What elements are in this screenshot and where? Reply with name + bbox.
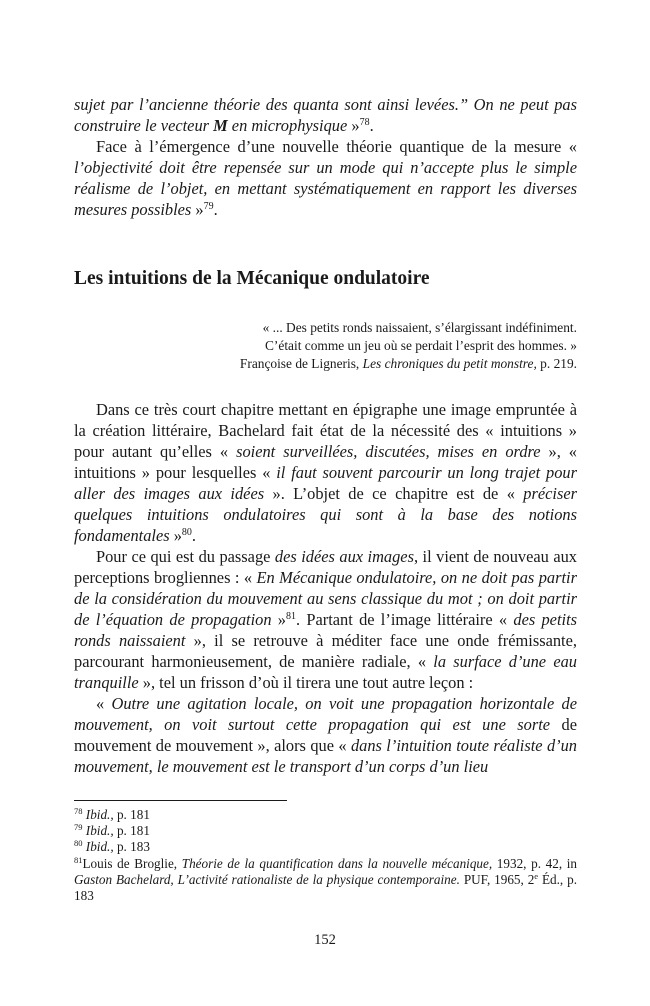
punctuation: . <box>213 200 218 219</box>
quote-text: des petits ronds naissaient <box>74 610 577 650</box>
body-text: Pour ce qui est du passage <box>96 547 275 566</box>
quote-text: il faut souvent parcourir un long trajet pour aller des images aux idées <box>74 463 577 503</box>
paragraph <box>74 94 577 136</box>
page-number: 152 <box>314 932 336 948</box>
footnotes <box>74 807 577 904</box>
footnote-ref: 80 <box>181 527 192 538</box>
quote-text: la surface d’une eau tranquille <box>74 652 577 692</box>
closing-quote: » <box>271 610 287 629</box>
paragraph <box>74 136 577 220</box>
body-text: de mouvement de mouvement », alors que « <box>74 715 577 755</box>
body-text: ». L’objet de ce chapitre est de « <box>264 484 524 503</box>
quote-text: En Mécanique ondulatoire, on ne doit pas partir de la considération du mouvement au sens classique du mot ; on doit partir de l’équation de propagation <box>74 568 577 629</box>
footnote-number: 78 <box>74 806 83 816</box>
footnote-text: p. 181 <box>113 823 150 839</box>
epigraph-citation <box>240 355 577 373</box>
footnote-title: Théorie de la quantification dans la nouvelle mécanique, <box>181 855 493 871</box>
footnote-ibid: Ibid., <box>85 807 114 822</box>
epigraph <box>240 319 577 373</box>
body-text: . Partant de l’image littéraire « <box>296 610 514 629</box>
quote-text: sujet par l’ancienne théorie des quanta sont ainsi levées.” On ne peut pas construire le vecteur <box>74 95 577 135</box>
footnote-ibid: Ibid., <box>85 839 114 855</box>
body-text: », « intuitions » pour lesquelles « <box>74 442 577 482</box>
footnote <box>74 823 577 839</box>
closing-quote: » <box>169 526 182 545</box>
paragraph <box>74 693 577 777</box>
epigraph-author: Françoise de Ligneris, <box>239 356 363 371</box>
footnote-number: 81 <box>74 854 83 865</box>
footnote <box>74 807 577 823</box>
main-text <box>74 399 577 777</box>
closing-quote: » <box>191 200 204 219</box>
footnote-divider <box>74 800 287 801</box>
body-text: Dans ce très court chapitre mettant en épigraphe une image empruntée à la création littéraire, Bachelard fait état de la nécessité des « intuitions » pour autant qu’elles « <box>74 400 577 461</box>
footnote-ref: 79 <box>203 201 214 212</box>
quote-text: dans l’intuition toute réaliste d’un mouvement, le mouvement est le transport d’un corps d’un lieu <box>74 736 577 776</box>
footnote-text: Louis de Broglie, <box>82 855 182 871</box>
footnote-text: p. 181 <box>113 807 150 822</box>
epigraph-work: Les chroniques du petit monstre, <box>362 356 537 371</box>
continued-text <box>74 94 577 220</box>
paragraph <box>74 399 577 546</box>
body-text: », il se retrouve à méditer face une onde frémissante, parcourant harmonieusement, de manière radiale, « <box>74 631 577 671</box>
quote-text: Outre une agitation locale, on voit une propagation horizontale de mouvement, on voit surtout cette propagation qui est une sorte <box>74 694 577 734</box>
footnote-text: Éd., p. 183 <box>74 871 577 904</box>
footnote-text: p. 183 <box>113 839 150 855</box>
body-text: , il vient de nouveau aux perceptions brogliennes : « <box>74 547 577 587</box>
body-text: Face à l’émergence d’une nouvelle théorie quantique de la mesure « <box>96 137 577 156</box>
footnote-title: Gaston Bachelard, L’activité rationaliste de la physique contemporaine. <box>74 871 460 887</box>
quote-text: en microphysique <box>227 116 348 135</box>
quote-text: des idées aux images <box>274 547 414 566</box>
body-text: « <box>96 694 112 713</box>
section-heading: Les intuitions de la Mécanique ondulatoire <box>74 268 430 289</box>
footnote <box>74 839 577 855</box>
edition-superscript: e <box>534 870 539 881</box>
footnote-number: 80 <box>74 838 83 849</box>
footnote-ibid: Ibid., <box>85 823 114 839</box>
epigraph-line: C’était comme un jeu où se perdait l’esprit des hommes. » <box>265 338 577 353</box>
body-text: », tel un frisson d’où il tirera une tout autre leçon : <box>138 673 474 692</box>
quote-text: soient surveillées, discutées, mises en ordre <box>236 442 541 461</box>
punctuation: . <box>191 526 197 545</box>
epigraph-page: p. 219. <box>536 356 577 371</box>
footnote-number: 79 <box>74 822 83 833</box>
quote-text: préciser quelques intuitions ondulatoires qui sont à la base des notions fondamentales <box>74 484 577 545</box>
footnote-text: PUF, 1965, 2 <box>459 871 535 887</box>
vector-symbol: M <box>213 116 228 135</box>
footnote-text: 1932, p. 42, in <box>492 855 578 871</box>
footnote-ref: 81 <box>286 611 297 622</box>
punctuation: . <box>369 116 374 135</box>
footnote-ref: 78 <box>359 117 370 128</box>
quote-text: l’objectivité doit être repensée sur un mode qui n’accepte plus le simple réalisme de l’objet, en mettant systématiquement en rapport les diverses mesures possibles <box>74 158 577 219</box>
paragraph <box>74 546 577 693</box>
footnote <box>74 856 577 905</box>
closing-quote: » <box>347 116 360 135</box>
epigraph-line: « ... Des petits ronds naissaient, s’élargissant indéfiniment. <box>262 320 577 335</box>
